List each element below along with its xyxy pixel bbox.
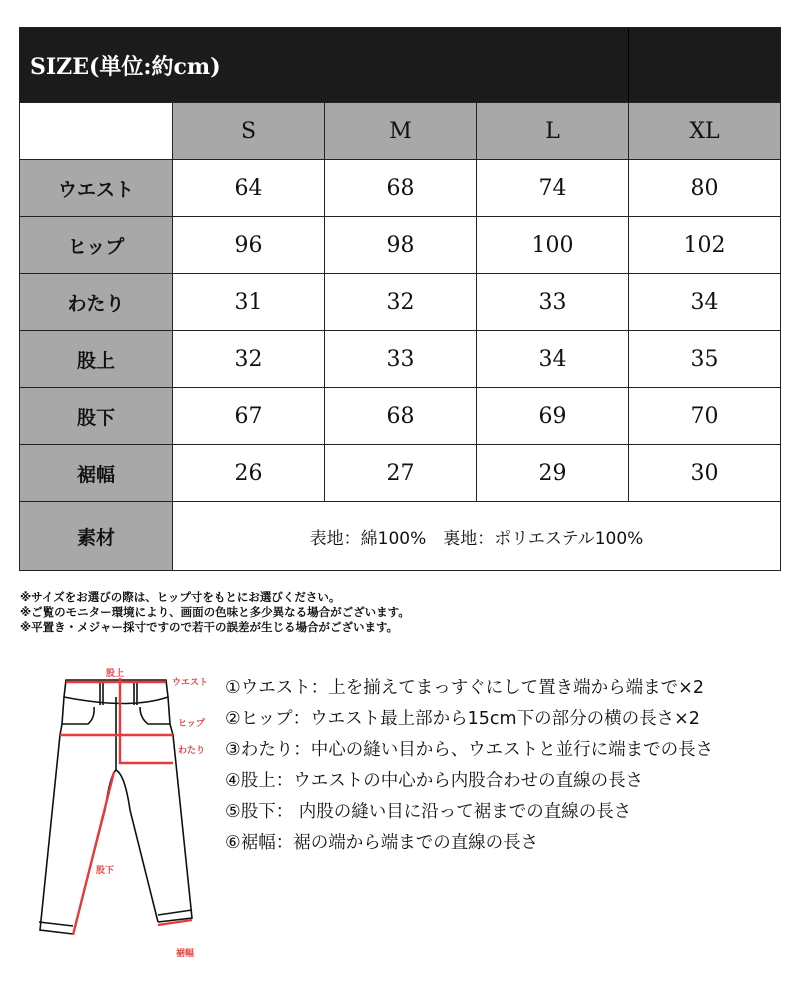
value-cell: 69 [476, 388, 628, 444]
row-label: わたり [20, 274, 172, 330]
row-label: ヒップ [20, 217, 172, 273]
legend-item: ③わたり：中心の縫い目から、ウエストと並行に端までの長さ [225, 740, 714, 760]
value-cell: 34 [628, 274, 780, 330]
value-cell: 96 [172, 217, 324, 273]
label-hem: 裾幅 [176, 949, 195, 959]
table-row-material [20, 501, 780, 570]
value-cell: 64 [172, 160, 324, 216]
table-row-thigh [20, 273, 780, 330]
value-cell: 70 [628, 388, 780, 444]
note-line: ※平置き・メジャー採寸ですので若干の誤差が生じる場合がございます。 [20, 620, 399, 634]
value-cell: 100 [476, 217, 628, 273]
material-value: 表地：綿100% 裏地：ポリエステル100% [172, 502, 780, 570]
table-row-inseam [20, 387, 780, 444]
legend-item: ⑤股下： 内股の縫い目に沿って裾までの直線の長さ [225, 802, 632, 822]
value-cell: 68 [324, 388, 476, 444]
value-cell: 31 [172, 274, 324, 330]
legend-item: ④股上：ウエストの中心から内股合わせの直線の長さ [225, 771, 644, 791]
value-cell: 33 [324, 331, 476, 387]
table-row-hip [20, 216, 780, 273]
value-cell: 35 [628, 331, 780, 387]
value-cell: 74 [476, 160, 628, 216]
legend-item: ②ヒップ：ウエスト最上部から15cm下の部分の横の長さ×2 [225, 709, 700, 729]
value-cell: 32 [324, 274, 476, 330]
size-header-s: S [172, 103, 324, 159]
value-cell: 67 [172, 388, 324, 444]
value-cell: 26 [172, 445, 324, 501]
label-hip: ヒップ [178, 719, 205, 729]
row-label: ウエスト [20, 160, 172, 216]
label-thigh: わたり [178, 746, 206, 756]
value-cell: 102 [628, 217, 780, 273]
size-header-m: M [324, 103, 476, 159]
value-cell: 98 [324, 217, 476, 273]
label-waist: ウエスト [172, 678, 209, 688]
legend-item: ⑥裾幅：裾の端から端までの直線の長さ [225, 833, 539, 853]
label-rise: 股上 [106, 669, 125, 679]
notes [20, 590, 410, 635]
value-cell: 68 [324, 160, 476, 216]
size-header-row [20, 102, 780, 159]
note-line: ※ご覧のモニター環境により、画面の色味と多少異なる場合がございます。 [20, 605, 410, 619]
pants-outline-icon [30, 660, 230, 970]
value-cell: 32 [172, 331, 324, 387]
legend-item: ①ウエスト：上を揃えてまっすぐにして置き端から端まで×2 [225, 678, 704, 698]
size-table [19, 27, 781, 571]
measurement-legend [225, 674, 713, 860]
table-title: SIZE(単位:約cm) [30, 53, 221, 80]
label-inseam: 股下 [96, 866, 115, 876]
value-cell: 30 [628, 445, 780, 501]
value-cell: 80 [628, 160, 780, 216]
title-blank-cell [628, 28, 780, 102]
value-cell: 29 [476, 445, 628, 501]
value-cell: 27 [324, 445, 476, 501]
size-header-l: L [476, 103, 628, 159]
pants-diagram [30, 660, 230, 970]
table-row-rise [20, 330, 780, 387]
size-header-xl: XL [628, 103, 780, 159]
row-label: 裾幅 [20, 445, 172, 501]
value-cell: 33 [476, 274, 628, 330]
note-line: ※サイズをお選びの際は、ヒップ寸をもとにお選びください。 [20, 590, 341, 604]
table-title-row [20, 28, 780, 102]
table-row-hem [20, 444, 780, 501]
table-row-waist [20, 159, 780, 216]
row-label: 股下 [20, 388, 172, 444]
row-label: 股上 [20, 331, 172, 387]
value-cell: 34 [476, 331, 628, 387]
row-label: 素材 [20, 502, 172, 570]
corner-cell [20, 103, 172, 159]
